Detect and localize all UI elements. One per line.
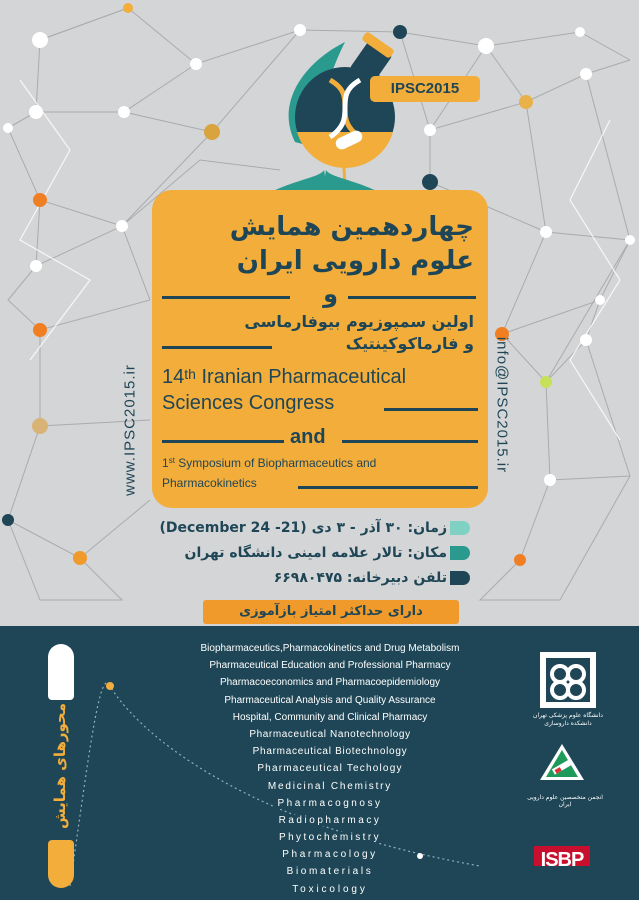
- axis-topic-item: [160, 743, 500, 760]
- date-bullet-icon: [450, 521, 470, 535]
- axis-topic-item: [160, 657, 500, 674]
- email-address[interactable]: info@IPSC2015.ir: [493, 336, 511, 474]
- divider: [162, 346, 272, 349]
- title-fa-conjunction: و: [323, 280, 338, 308]
- axis-topic-label: Hospital, Community and Clinical Pharmacy: [232, 711, 428, 723]
- axes-topic-list: [160, 640, 500, 898]
- capsule-bottom-icon: [48, 840, 74, 888]
- university-logo-icon: [538, 650, 598, 710]
- isbp-logo-text: ISBP: [540, 849, 584, 871]
- title-panel: [152, 190, 488, 508]
- axis-topic-label: Pharmaceutical Techology: [257, 763, 403, 775]
- axis-topic-label: Biomaterials: [286, 866, 374, 878]
- venue-row: [185, 543, 448, 563]
- axis-topic-label: Pharmaceutical Analysis and Quality Assurance: [224, 694, 436, 706]
- axis-topic-item: [160, 760, 500, 777]
- date-text: زمان: ۳۰ آذر - ۳ دی (21- 24 December): [159, 520, 447, 536]
- title-fa-line1: چهاردهمین همایش: [229, 212, 474, 242]
- title-en-line1: [162, 366, 406, 389]
- axis-topic-item: [160, 778, 500, 795]
- title-en-and: and: [290, 426, 326, 448]
- divider: [298, 486, 478, 489]
- ipsc-badge: IPSC2015: [370, 76, 480, 102]
- title-en-line1-rest: Iranian Pharmaceutical: [201, 366, 407, 388]
- divider: [342, 440, 478, 443]
- axis-topic-item: [160, 674, 500, 691]
- divider: [348, 296, 476, 299]
- title-en-line3-rest: Symposium of Biopharmaceutics and: [178, 456, 377, 470]
- title-en-line3: [162, 456, 376, 470]
- axis-topic-label: Pharmacognosy: [277, 797, 383, 809]
- axis-topic-label: Toxicology: [292, 883, 368, 895]
- ordinal-suffix: th: [184, 366, 196, 382]
- axis-topic-label: Phytochemistry: [279, 832, 381, 844]
- axis-topic-item: [160, 829, 500, 846]
- axis-topic-item: [160, 692, 500, 709]
- ordinal-number: 14: [162, 366, 185, 388]
- axis-topic-item: [160, 881, 500, 898]
- website-url[interactable]: www.IPSC2015.ir: [121, 364, 139, 496]
- phone-row: [274, 568, 447, 588]
- title-fa-line2: علوم دارویی ایران: [236, 246, 474, 276]
- phone-bullet-icon: [450, 571, 470, 585]
- phone-text: تلفن دبیرخانه: ۶۶۹۸۰۴۷۵: [273, 570, 447, 586]
- title-en-line2: Sciences Congress: [162, 392, 335, 414]
- axis-topic-label: Pharmaceutical Nanotechnology: [249, 728, 411, 740]
- credit-badge: دارای حداکثر امتیاز بازآموزی: [203, 600, 459, 624]
- symposium-number: 1: [162, 456, 169, 470]
- title-fa-line3: اولین سمپوزیوم بیوفارماسی: [244, 312, 474, 331]
- axis-topic-label: Pharmacoeconomics and Pharmacoepidemiology: [219, 677, 441, 689]
- axis-topic-item: [160, 863, 500, 880]
- capsule-top-icon: [48, 644, 74, 700]
- axis-topic-item: [160, 709, 500, 726]
- society-caption: انجمن متخصصین علوم دارویی ایران: [527, 794, 603, 808]
- university-caption: دانشگاه علوم پزشکی تهران دانشکده داروسازی: [533, 712, 603, 727]
- venue-bullet-icon: [450, 546, 470, 560]
- divider: [162, 296, 290, 299]
- axis-topic-label: Biopharmaceutics,Pharmacokinetics and Drug Metabolism: [200, 643, 460, 654]
- axis-topic-label: Radiopharmacy: [278, 814, 382, 826]
- axis-topic-label: Medicinal Chemistry: [267, 780, 393, 792]
- date-row: [159, 518, 447, 538]
- symposium-suffix: st: [168, 456, 175, 465]
- axis-topic-label: Pharmaceutical Biotechnology: [252, 746, 408, 758]
- society-logo-icon: [538, 742, 586, 782]
- divider: [384, 408, 478, 411]
- axis-topic-item: [160, 795, 500, 812]
- axis-topic-label: Pharmacology: [282, 849, 378, 861]
- title-en-line4: Pharmacokinetics: [162, 476, 257, 490]
- axes-heading: محورهای همایش: [51, 702, 69, 830]
- divider: [162, 440, 284, 443]
- venue-text: مکان: تالار علامه امینی دانشگاه تهران: [184, 545, 447, 561]
- axis-topic-item: [160, 846, 500, 863]
- title-fa-line4: و فارماکوکینتیک: [345, 334, 474, 353]
- axis-topic-item: [160, 812, 500, 829]
- axis-topic-item: [160, 640, 500, 657]
- axis-topic-label: Pharmaceutical Education and Professional Pharmacy: [209, 660, 451, 672]
- axis-topic-item: [160, 726, 500, 743]
